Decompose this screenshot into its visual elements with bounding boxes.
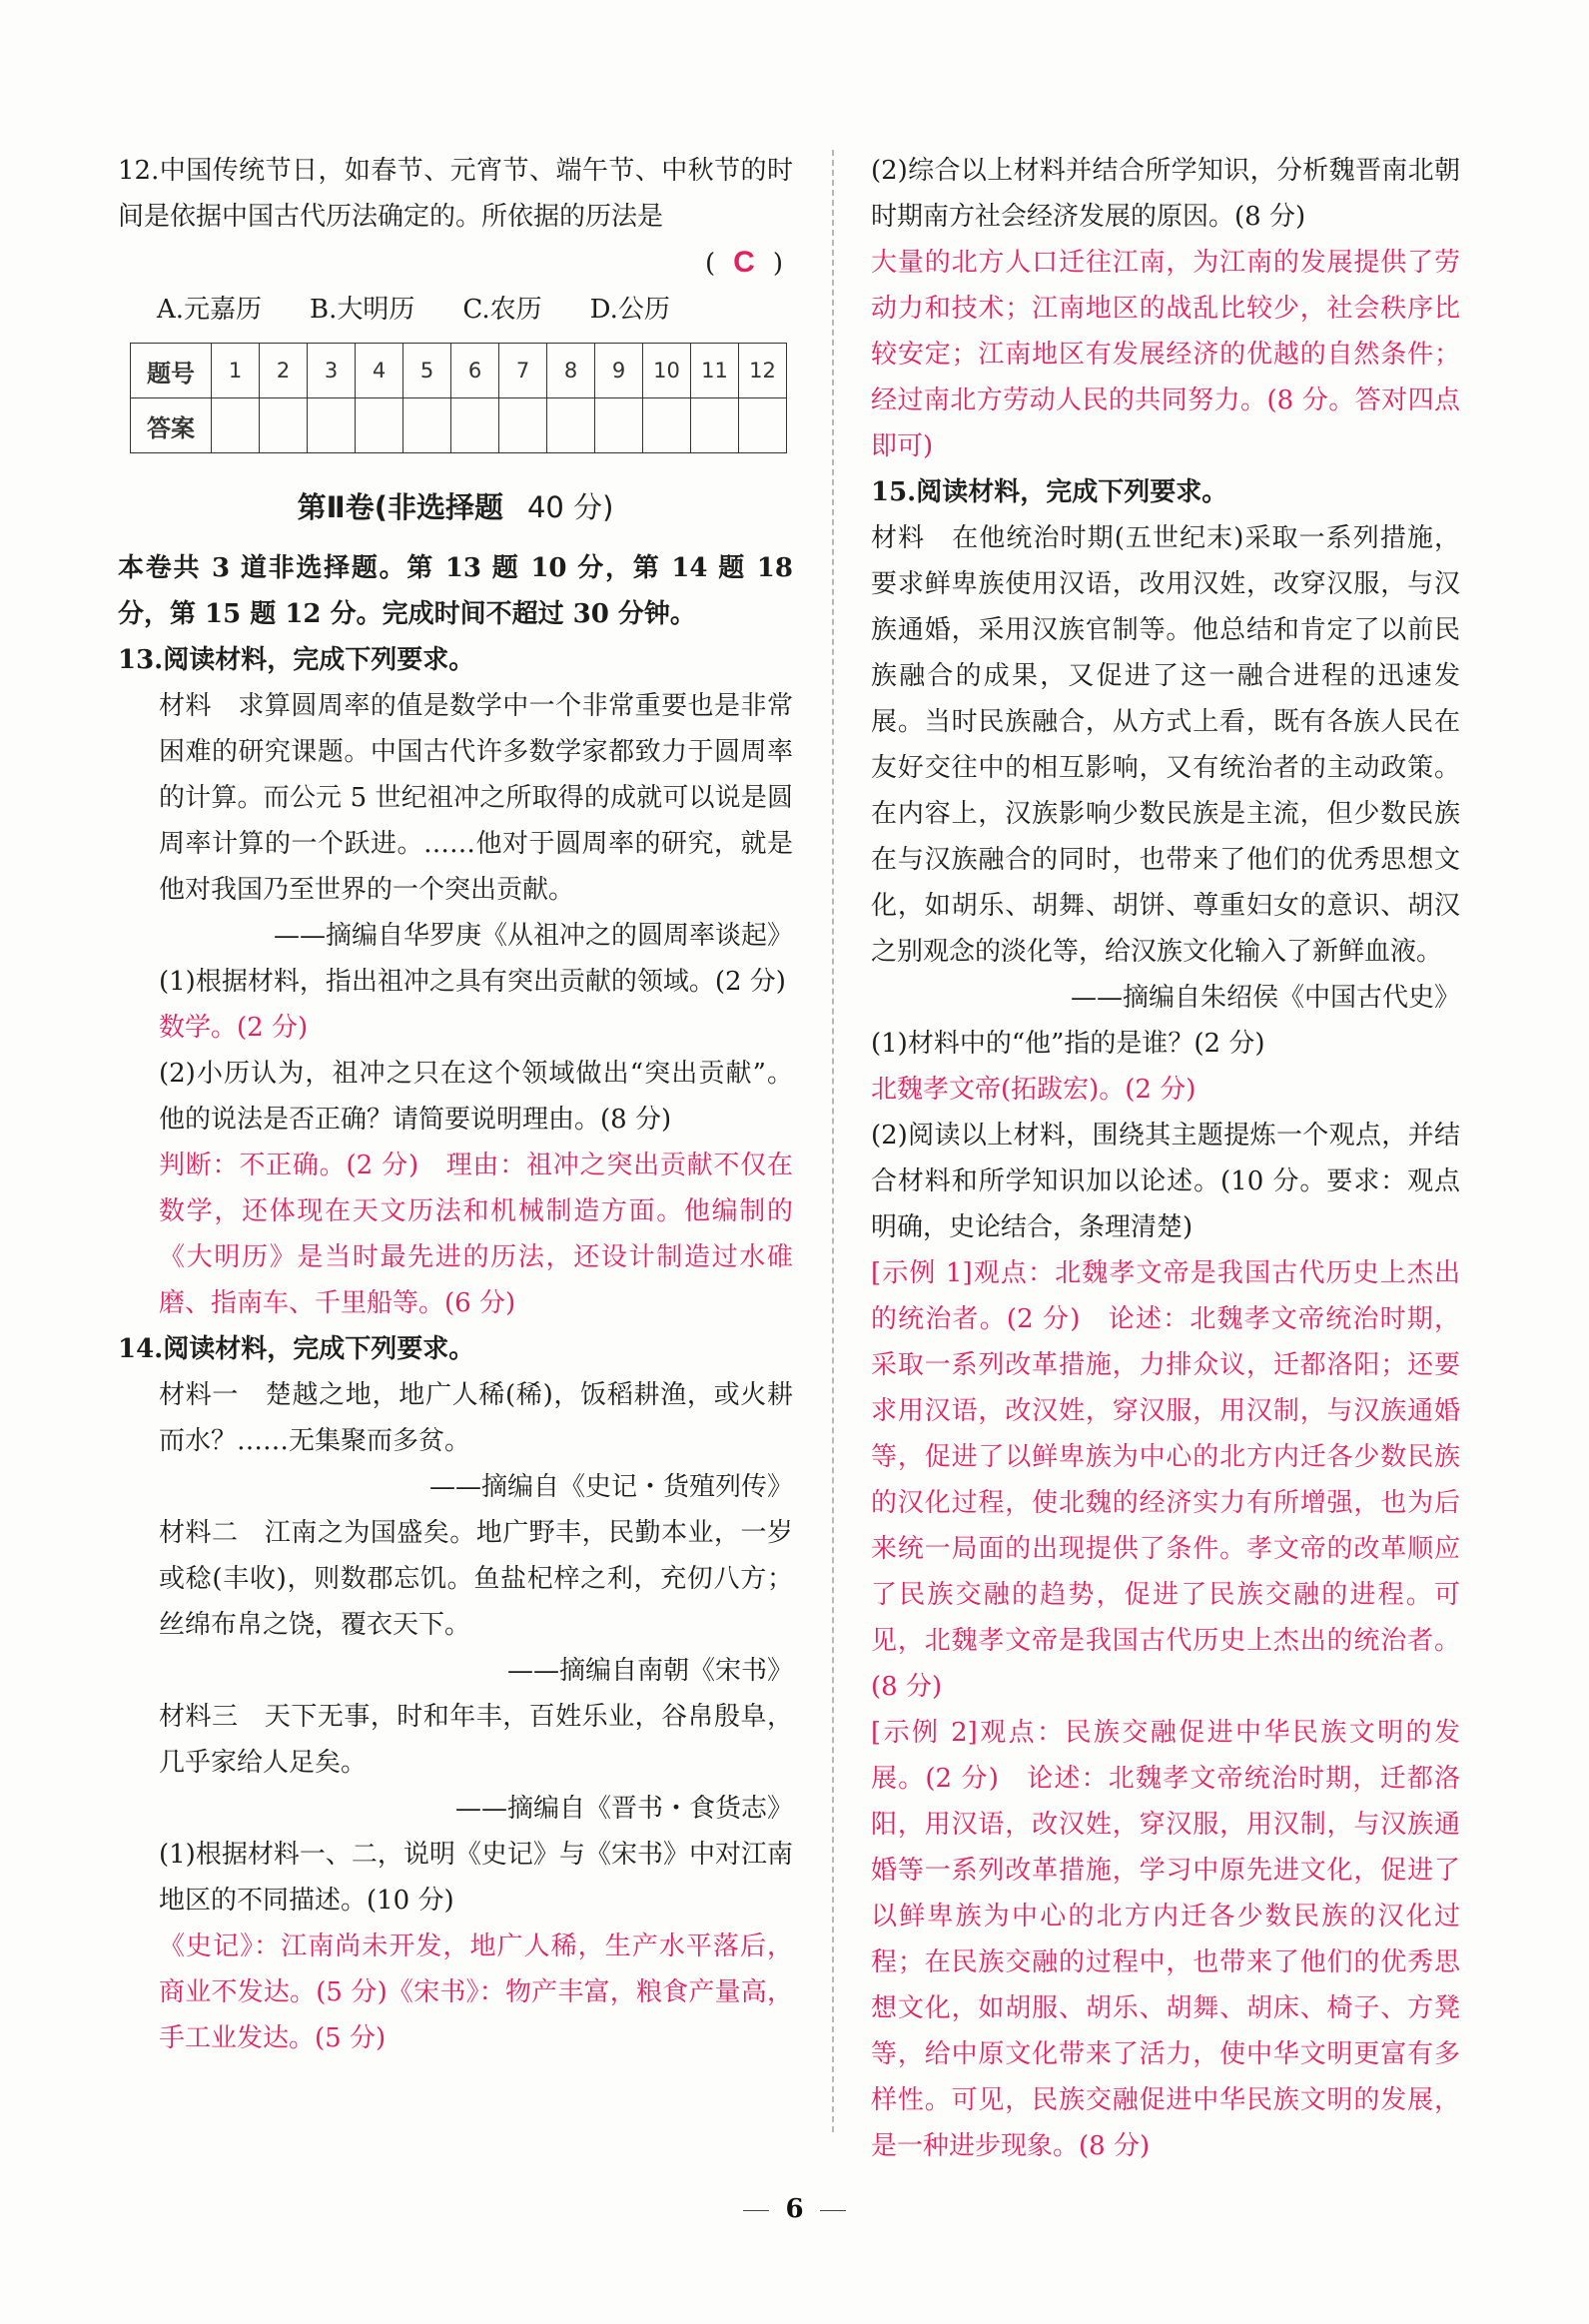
answer-cell[interactable] [691,398,739,453]
section-2-title [118,479,793,535]
page-number-dash-right [820,2210,846,2211]
left-column [118,148,793,2061]
answer-grid-num: 11 [691,344,739,398]
section-2-points: 40 分) [526,490,614,524]
answer-grid-num: 4 [356,344,403,398]
q15-source: ——摘编自朱绍侯《中国古代史》 [1070,983,1460,1013]
answer-grid-answer-row [131,398,787,453]
q13-answer-1: 数学。(2 分) [159,1013,309,1043]
q14-question-1: (1)根据材料一、二，说明《史记》与《宋书》中对江南地区的不同描述。(10 分) [159,1840,793,1916]
q15-example-2: [示例 2]观点：民族交融促进中华民族文明的发展。(2 分) 论述：北魏孝文帝统治时期，迁都洛阳，用汉语，改汉姓，穿汉服，用汉制，与汉族通婚等一系列改革措施，学习中原先进文化，促进了以鲜卑族为中心的北方内迁各少数民族的汉化过程；在民族交融的过程中，也带来了他们的优秀思想文化，如胡服、胡乐、胡舞、胡床、椅子、方凳等，给中原文化带来了活力，使中华文明更富有多样性。可见，民族交融促进中华民族文明的发展，是一种进步现象。(8 分) [871,1718,1460,2161]
q13-question-1: (1)根据材料，指出祖冲之具有突出贡献的领域。(2 分) [159,967,786,997]
q14-stem: 14.阅读材料，完成下列要求。 [118,1334,475,1364]
answer-cell[interactable] [212,398,260,453]
answer-cell[interactable] [595,398,643,453]
q12-option-b: B.大明历 [310,295,415,325]
answer-cell[interactable] [451,398,499,453]
answer-grid-num: 6 [451,344,499,398]
q14-source-2: ——摘编自南朝《宋书》 [506,1656,793,1686]
q13-source: ——摘编自华罗庚《从祖冲之的圆周率谈起》 [273,921,793,951]
answer-grid-label-number: 题号 [131,344,212,398]
answer-cell[interactable] [260,398,308,453]
q14-material-3: 材料三 天下无事，时和年丰，百姓乐业，谷帛殷阜，几乎家给人足矣。 [159,1702,793,1778]
answer-grid-number-row [131,344,787,398]
q12-answer: C [733,246,755,279]
q12-stem: 12.中国传统节日，如春节、元宵节、端午节、中秋节的时间是依据中国古代历法确定的。所依据的历法是 [118,156,793,232]
section-2-title-text: 第Ⅱ卷(非选择题 [297,490,503,524]
answer-grid-num: 2 [260,344,308,398]
column-divider [832,150,834,2132]
q12-option-a: A.元嘉历 [157,295,263,325]
q12-answer-bracket: ( C ) [705,246,783,279]
answer-cell[interactable] [547,398,595,453]
q13-answer-2: 判断：不正确。(2 分) 理由：祖冲之突出贡献不仅在数学，还体现在天文历法和机械制造方面。他编制的《大明历》是当时最先进的历法，还设计制造过水碓磨、指南车、千里船等。(6 分) [159,1151,793,1318]
section-2-intro: 本卷共 3 道非选择题。第 13 题 10 分，第 14 题 18 分，第 15 题 12 分。完成时间不超过 30 分钟。 [118,553,793,629]
q13-material: 材料 求算圆周率的值是数学中一个非常重要也是非常困难的研究课题。中国古代许多数学家都致力于圆周率的计算。而公元 5 世纪祖冲之所取得的成就可以说是圆周率计算的一个跃进。……他对于圆周率的研究，就是他对我国乃至世界的一个突出贡献。 [159,691,793,905]
answer-cell[interactable] [739,398,787,453]
q14-source-3: ——摘编自《晋书・食货志》 [454,1794,793,1824]
q13-question-2: (2)小历认为，祖冲之只在这个领域做出“突出贡献”。他的说法是否正确？请简要说明理由。(8 分) [159,1059,793,1135]
page-number [0,2194,1589,2224]
answer-grid [130,343,787,453]
answer-cell[interactable] [356,398,403,453]
answer-cell[interactable] [643,398,691,453]
answer-cell[interactable] [308,398,356,453]
q13-stem: 13.阅读材料，完成下列要求。 [118,645,475,675]
q12-option-c: C.农历 [462,295,542,325]
answer-grid-num: 5 [403,344,451,398]
q15-example-1: [示例 1]观点：北魏孝文帝是我国古代历史上杰出的统治者。(2 分) 论述：北魏孝文帝统治时期，采取一系列改革措施，力排众议，迁都洛阳；还要求用汉语，改汉姓，穿汉服，用汉制，与汉族通婚等，促进了以鲜卑族为中心的北方内迁各少数民族的汉化过程，使北魏的经济实力有所增强，也为后来统一局面的出现提供了条件。孝文帝的改革顺应了民族交融的趋势，促进了民族交融的进程。可见，北魏孝文帝是我国古代历史上杰出的统治者。(8 分) [871,1258,1460,1702]
answer-grid-num: 8 [547,344,595,398]
answer-cell[interactable] [403,398,451,453]
answer-grid-num: 12 [739,344,787,398]
q15-question-2: (2)阅读以上材料，围绕其主题提炼一个观点，并结合材料和所学知识加以论述。(10 分。要求：观点明确，史论结合，条理清楚) [871,1121,1460,1242]
q14-answer-1: 《史记》：江南尚未开发，地广人稀，生产水平落后，商业不发达。(5 分)《宋书》：物产丰富，粮食产量高，手工业发达。(5 分) [159,1932,793,2053]
answer-grid-num: 7 [499,344,547,398]
q14-material-2: 材料二 江南之为国盛矣。地广野丰，民勤本业，一岁或稔(丰收)，则数郡忘饥。鱼盐杞梓之利，充仞八方；丝绵布帛之饶，覆衣天下。 [159,1518,793,1640]
page-number-dash-left [743,2210,769,2211]
q15-answer-1: 北魏孝文帝(拓跋宏)。(2 分) [871,1075,1196,1105]
q12-options [118,287,793,333]
q14-question-2: (2)综合以上材料并结合所学知识，分析魏晋南北朝时期南方社会经济发展的原因。(8 分) [871,156,1460,232]
q15-question-1: (1)材料中的“他”指的是谁？(2 分) [871,1029,1265,1059]
q12-option-d: D.公历 [589,295,670,325]
answer-grid-label-answer: 答案 [131,398,212,453]
answer-grid-num: 3 [308,344,356,398]
right-column [871,148,1460,2169]
answer-grid-num: 9 [595,344,643,398]
q14-material-1: 材料一 楚越之地，地广人稀(稀)，饭稻耕渔，或火耕而水？……无集聚而多贫。 [159,1380,793,1456]
answer-cell[interactable] [499,398,547,453]
answer-grid-num: 10 [643,344,691,398]
q15-material: 材料 在他统治时期(五世纪末)采取一系列措施，要求鲜卑族使用汉语，改用汉姓，改穿汉服，与汉族通婚，采用汉族官制等。他总结和肯定了以前民族融合的成果，又促进了这一融合进程的迅速发展。当时民族融合，从方式上看，既有各族人民在友好交往中的相互影响，又有统治者的主动政策。在内容上，汉族影响少数民族是主流，但少数民族在与汉族融合的同时，也带来了他们的优秀思想文化，如胡乐、胡舞、胡饼、尊重妇女的意识、胡汉之别观念的淡化等，给汉族文化输入了新鲜血液。 [871,523,1460,967]
q15-stem: 15.阅读材料，完成下列要求。 [871,477,1228,507]
q14-answer-2: 大量的北方人口迁往江南，为江南的发展提供了劳动力和技术；江南地区的战乱比较少，社会秩序比较安定；江南地区有发展经济的优越的自然条件；经过南北方劳动人民的共同努力。(8 分。答对四点即可) [871,248,1460,461]
answer-grid-num: 1 [212,344,260,398]
q14-source-1: ——摘编自《史记・货殖列传》 [428,1472,793,1502]
page-number-value: 6 [785,2194,804,2224]
